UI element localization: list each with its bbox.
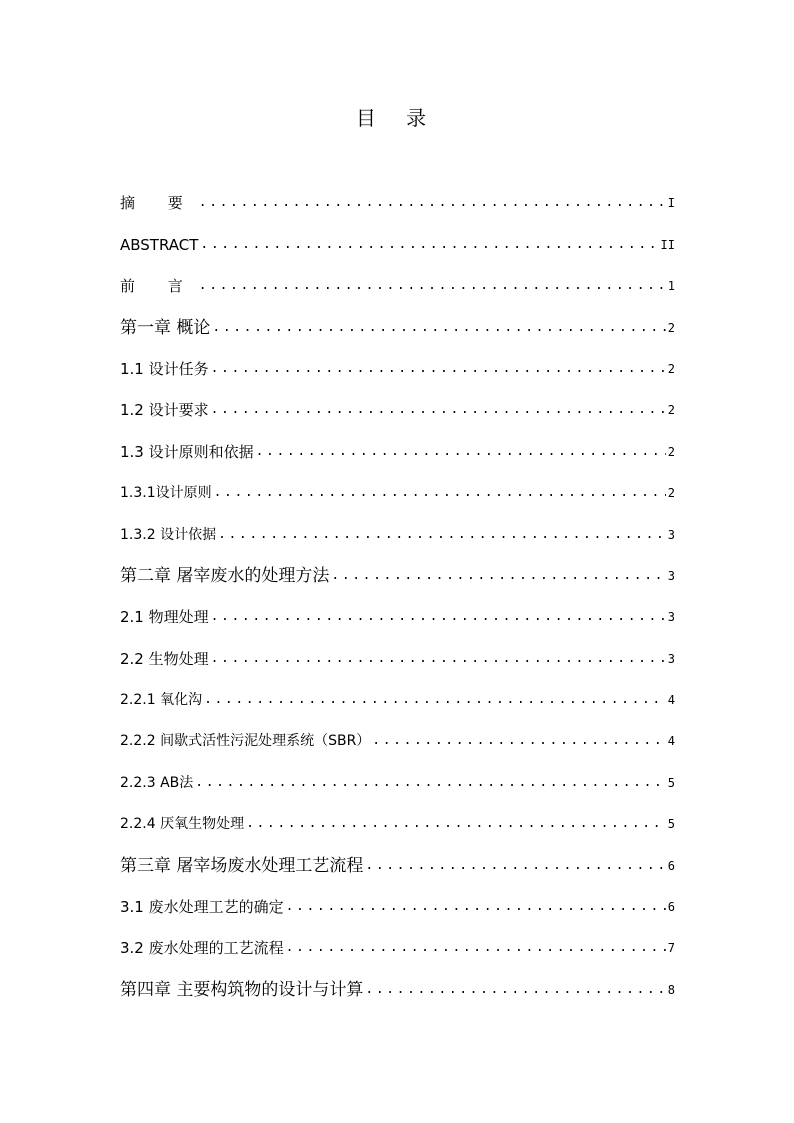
toc-entry-section-1-3-2[interactable] (120, 503, 675, 544)
toc-entry-section-2-2-4[interactable] (120, 793, 675, 834)
toc-entry-label: 摘 要 (120, 194, 197, 213)
toc-entry-page: 3 (667, 651, 675, 666)
toc-entry-page: 4 (667, 693, 675, 708)
toc-entry-page: 2 (667, 444, 675, 459)
toc-leader-dots (199, 277, 666, 296)
toc-entry-page: 3 (667, 610, 675, 625)
toc-entry-section-1-2[interactable] (120, 379, 675, 420)
toc-entry-label: 2.2.3 AB法 (120, 774, 194, 791)
toc-entry-page: 3 (667, 527, 675, 542)
toc-entry-section-2-2-3[interactable] (120, 751, 675, 792)
toc-entry-page: 2 (667, 486, 675, 501)
toc-leader-dots (218, 526, 666, 545)
toc-entry-label: ABSTRACT (120, 235, 199, 254)
toc-entry-chapter-1[interactable] (120, 296, 675, 337)
toc-entry-label: 2.2.2 间歇式活性污泥处理系统（SBR） (120, 733, 371, 750)
toc-leader-dots (211, 608, 666, 627)
toc-leader-dots (199, 194, 666, 213)
toc-entry-abstract-cn[interactable] (120, 172, 675, 213)
toc-entry-section-1-1[interactable] (120, 338, 675, 379)
toc-entry-label: 第三章 屠宰场废水处理工艺流程 (120, 855, 364, 876)
toc-entry-section-2-1[interactable] (120, 586, 675, 627)
toc-entry-section-3-1[interactable] (120, 876, 675, 917)
toc-entry-label: 第二章 屠宰废水的处理方法 (120, 565, 330, 586)
toc-entry-chapter-2[interactable] (120, 545, 675, 586)
toc-entry-page: 7 (667, 941, 675, 956)
toc-list (120, 172, 675, 1000)
toc-entry-section-3-2[interactable] (120, 917, 675, 958)
toc-entry-label: 1.3 设计原则和依据 (120, 442, 254, 461)
toc-leader-dots (211, 650, 666, 669)
toc-entry-page: 4 (667, 734, 675, 749)
toc-entry-label: 第一章 概论 (120, 317, 211, 338)
toc-leader-dots (246, 815, 666, 834)
toc-entry-preface[interactable] (120, 255, 675, 296)
toc-entry-label: 1.1 设计任务 (120, 359, 209, 378)
toc-entry-section-2-2-2[interactable] (120, 710, 675, 751)
toc-entry-label: 2.2.1 氧化沟 (120, 692, 203, 709)
toc-entry-page: 2 (667, 361, 675, 376)
toc-entry-page: 6 (667, 900, 675, 915)
toc-entry-page: 3 (667, 568, 675, 583)
toc-entry-page: 5 (667, 817, 675, 832)
toc-leader-dots (212, 319, 665, 338)
toc-leader-dots (286, 939, 666, 958)
toc-entry-label: 第四章 主要构筑物的设计与计算 (120, 979, 364, 1000)
toc-entry-label: 3.1 废水处理工艺的确定 (120, 898, 284, 917)
toc-entry-label: 1.2 设计要求 (120, 401, 209, 420)
toc-entry-label: 1.3.2 设计依据 (120, 526, 217, 543)
toc-entry-label: 2.2.4 厌氧生物处理 (120, 816, 245, 833)
toc-entry-label: 2.1 物理处理 (120, 608, 209, 627)
toc-leader-dots (365, 857, 665, 876)
toc-leader-dots (204, 691, 666, 710)
toc-entry-section-2-2[interactable] (120, 627, 675, 668)
toc-entry-page: 1 (667, 279, 675, 294)
toc-entry-label: 3.2 废水处理的工艺流程 (120, 939, 284, 958)
toc-entry-section-1-3[interactable] (120, 420, 675, 461)
toc-entry-chapter-3[interactable] (120, 834, 675, 875)
toc-entry-page: I (667, 196, 675, 211)
toc-leader-dots (211, 360, 666, 379)
toc-entry-page: 8 (667, 982, 675, 997)
toc-entry-label: 1.3.1设计原则 (120, 485, 212, 502)
toc-entry-label: 2.2 生物处理 (120, 649, 209, 668)
toc-entry-label: 前 言 (120, 277, 197, 296)
toc-leader-dots (286, 898, 666, 917)
toc-entry-abstract-en[interactable] (120, 213, 675, 254)
toc-entry-page: 6 (667, 858, 675, 873)
toc-leader-dots (211, 401, 666, 420)
toc-leader-dots (200, 236, 658, 255)
toc-leader-dots (195, 774, 666, 793)
toc-leader-dots (331, 567, 665, 586)
toc-leader-dots (365, 981, 665, 1000)
toc-leader-dots (256, 443, 666, 462)
toc-entry-page: 5 (667, 775, 675, 790)
toc-entry-section-1-3-1[interactable] (120, 462, 675, 503)
toc-entry-page: II (660, 237, 675, 252)
toc-entry-page: 2 (667, 320, 675, 335)
toc-entry-section-2-2-1[interactable] (120, 669, 675, 710)
toc-title: 目 录 (355, 106, 439, 130)
toc-leader-dots (372, 732, 665, 751)
toc-entry-chapter-4[interactable] (120, 958, 675, 999)
toc-leader-dots (214, 484, 666, 503)
toc-entry-page: 2 (667, 403, 675, 418)
